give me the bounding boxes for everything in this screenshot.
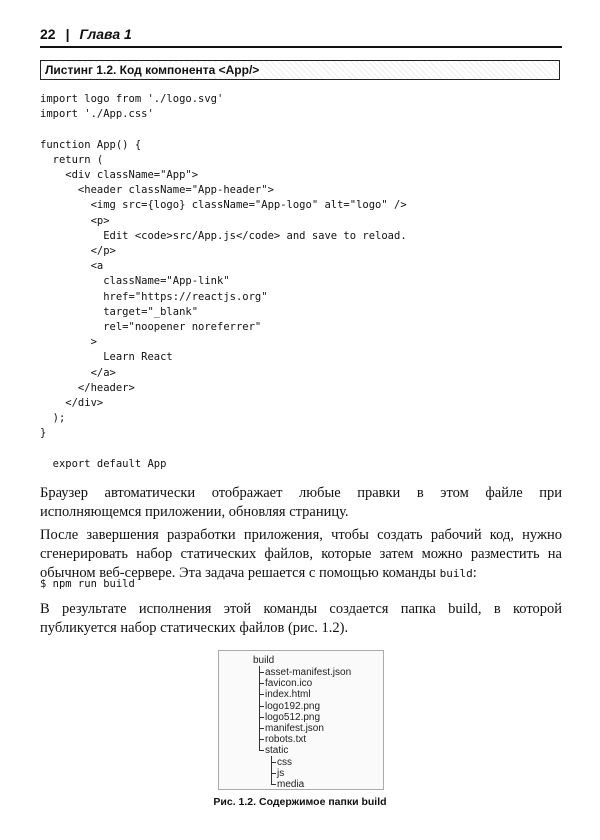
paragraph-2-end: : [472, 565, 477, 581]
paragraph-1: Браузер автоматически отображает любые правки в этом файле при исполняющемся приложении, обновляя страницу. [40, 485, 562, 520]
code-line: return ( [40, 153, 104, 166]
code-line: <p> [40, 214, 110, 227]
tree-item: static [265, 745, 289, 757]
listing-title: Листинг 1.2. Код компонента <App/> [45, 63, 260, 77]
code-line: <a [40, 260, 104, 273]
tree-item: favicon.ico [265, 678, 313, 690]
paragraph-3: В результате исполнения этой команды создается папка build, в которой публикуется набор статических файлов (рис. 1.2). [40, 601, 562, 636]
paragraph-2-text: После завершения разработки приложения, чтобы создать рабочий код, нужно сгенерировать набор статических файлов, которые затем можно разместить на обычном веб-сервере. Эта задача решается с помощью команды [40, 527, 562, 581]
tree-item: media [277, 779, 305, 790]
paragraph-2 [40, 526, 562, 583]
header-rule [40, 46, 562, 48]
code-line: target="_blank" [40, 305, 199, 318]
tree-item: manifest.json [265, 723, 324, 734]
code-line: </header> [40, 381, 135, 394]
code-line: </a> [40, 366, 116, 379]
tree-item: robots.txt [265, 734, 307, 746]
page-header [40, 26, 560, 42]
code-line: className="App-link" [40, 275, 230, 288]
tree-item: asset-manifest.json [265, 667, 352, 678]
code-line: > [40, 336, 97, 349]
tree-item: index.html [265, 689, 311, 701]
code-line: function App() { [40, 138, 142, 151]
code-line: </div> [40, 397, 104, 410]
tree-connector [259, 666, 260, 751]
tree-root-folder: build [253, 655, 275, 666]
code-line: export default App [40, 457, 167, 470]
code-line: <div className="App"> [40, 169, 199, 182]
page-number: 22 [40, 26, 56, 42]
tree-item: logo512.png [265, 711, 321, 723]
code-line: href="https://reactjs.org" [40, 290, 268, 303]
code-listing [40, 92, 560, 472]
chapter-title: Глава 1 [79, 26, 132, 42]
code-line: import './App.css' [40, 108, 154, 121]
command-line: $ npm run build [40, 578, 135, 590]
header-separator: | [65, 26, 70, 42]
tree-connector [271, 756, 272, 785]
code-line: <img src={logo} className="App-logo" alt="logo" /> [40, 199, 407, 212]
inline-code-build: build [439, 567, 473, 580]
code-line: ); [40, 412, 66, 425]
tree-item: js [277, 767, 285, 779]
tree-item: css [277, 756, 292, 768]
code-line: Edit <code>src/App.js</code> and save to reload. [40, 229, 407, 242]
code-line: Learn React [40, 351, 173, 364]
figure-caption: Рис. 1.2. Содержимое папки build [213, 796, 387, 808]
code-line: rel="noopener noreferrer" [40, 321, 262, 334]
code-line: <header className="App-header"> [40, 184, 274, 197]
code-line: </p> [40, 245, 116, 258]
code-line: import logo from './logo.svg' [40, 93, 224, 105]
listing-title-bar [40, 60, 560, 80]
tree-item: logo192.png [265, 700, 321, 712]
code-line: } [40, 427, 47, 440]
figure-folder-tree [218, 650, 384, 790]
